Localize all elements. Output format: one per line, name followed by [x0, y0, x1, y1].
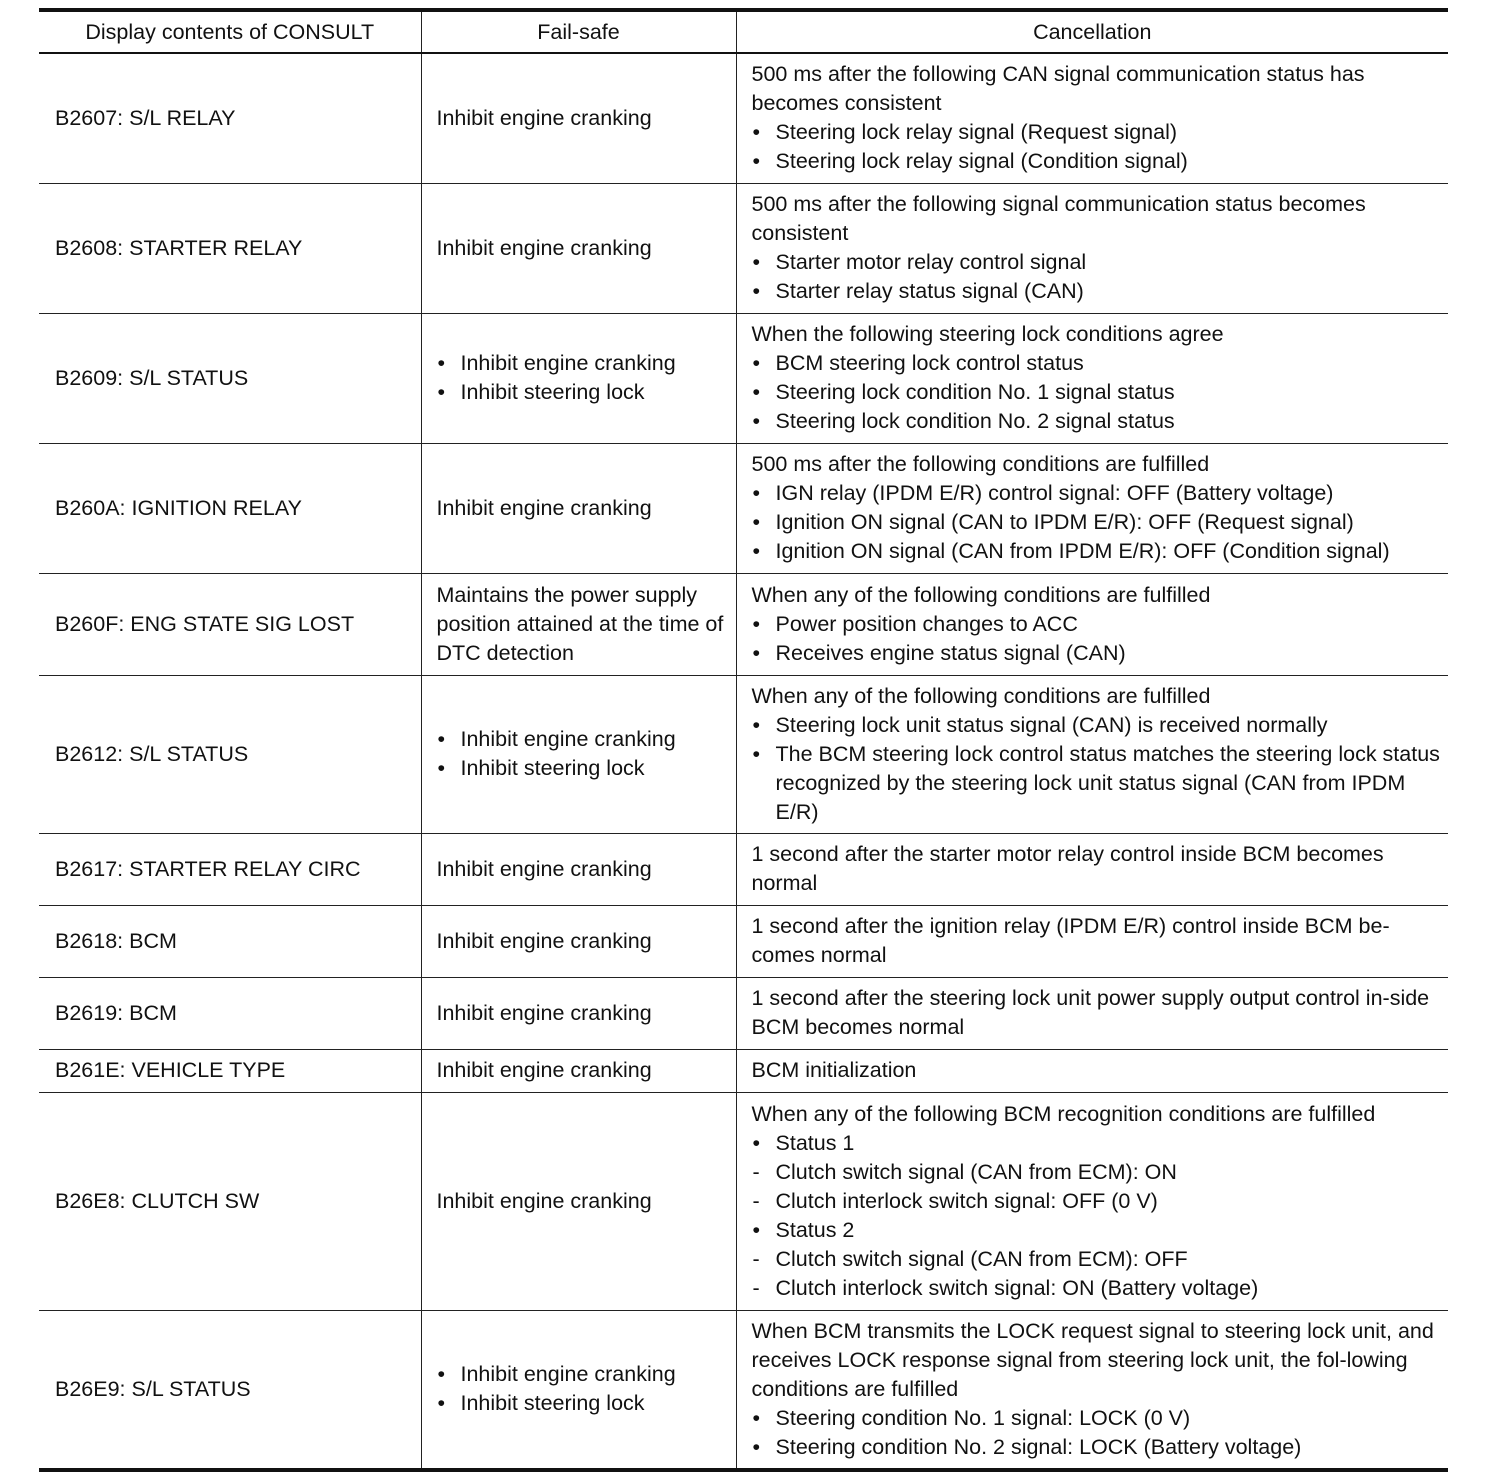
- item-text: IGN relay (IPDM E/R) control signal: OFF (Battery voltage): [775, 481, 1334, 505]
- dtc-display-cell: B261E: VEHICLE TYPE: [39, 1049, 421, 1092]
- item-text: Clutch interlock switch signal: ON (Battery voltage): [775, 1275, 1259, 1300]
- fail-safe-cell: [421, 313, 736, 443]
- item-text: Status 2: [775, 1217, 855, 1242]
- cell-text: Inhibit engine cranking: [436, 1000, 652, 1025]
- bullet-item: [752, 248, 1445, 277]
- bullet-item: [752, 277, 1445, 306]
- item-text: Steering condition No. 1 signal: LOCK (0 V): [775, 1405, 1191, 1430]
- cancellation-cell: [736, 977, 1448, 1049]
- bullet-item: [752, 1216, 1445, 1245]
- header-display-contents: Display contents of CONSULT: [39, 10, 421, 53]
- cell-text: When any of the following BCM recognition conditions are fulfilled: [751, 1101, 1376, 1126]
- dash-mark: -: [752, 1246, 760, 1271]
- item-text: Starter motor relay control signal: [775, 250, 1087, 274]
- item-text: Ignition ON signal (CAN to IPDM E/R): OFF (Request signal): [775, 510, 1354, 534]
- fail-safe-cell: [421, 443, 736, 573]
- item-text: Clutch switch signal (CAN from ECM): OFF: [775, 1246, 1188, 1271]
- bullet-item: [752, 1129, 1445, 1158]
- cell-text: When any of the following conditions are fulfilled: [751, 582, 1211, 607]
- bullet-item: [437, 754, 732, 783]
- table-row: [39, 313, 1448, 443]
- bullet-item: [437, 349, 732, 378]
- item-text: BCM steering lock control status: [775, 351, 1084, 375]
- cell-text: Inhibit engine cranking: [436, 495, 652, 520]
- bullet-mark: •: [752, 1217, 761, 1242]
- bullet-item: [752, 349, 1445, 378]
- bullet-mark: •: [752, 250, 761, 274]
- cell-text: 500 ms after the following CAN signal communication status has becomes consistent: [751, 62, 1365, 116]
- dtc-display-cell: B2617: STARTER RELAY CIRC: [39, 833, 421, 905]
- table-row: [39, 443, 1448, 573]
- bullet-mark: •: [437, 351, 446, 375]
- bullet-item: [752, 639, 1445, 668]
- item-text: Inhibit steering lock: [460, 1391, 645, 1416]
- fail-safe-cell: [421, 183, 736, 313]
- dash-mark: -: [752, 1188, 760, 1213]
- cancellation-cell: [736, 313, 1448, 443]
- bullet-mark: •: [752, 409, 761, 433]
- dtc-display-cell: B26E8: CLUTCH SW: [39, 1092, 421, 1310]
- bullet-mark: •: [437, 1362, 446, 1387]
- dtc-display-cell: B2607: S/L RELAY: [39, 53, 421, 183]
- table-row: [39, 1049, 1448, 1092]
- cell-text: When BCM transmits the LOCK request signal to steering lock unit, and receives LOCK response signal from steering lock unit, the fol-lowing conditions are fulfilled: [751, 1318, 1434, 1401]
- dash-item: [752, 1245, 1445, 1274]
- item-text: Steering lock condition No. 1 signal status: [775, 380, 1175, 404]
- bullet-mark: •: [752, 510, 761, 534]
- item-text: Power position changes to ACC: [775, 611, 1078, 636]
- cell-text: BCM initialization: [751, 1058, 917, 1082]
- cancellation-cell: [736, 905, 1448, 977]
- bullet-item: [752, 711, 1445, 740]
- cancellation-cell: [736, 1092, 1448, 1310]
- dtc-display-cell: B2619: BCM: [39, 977, 421, 1049]
- bullet-mark: •: [437, 756, 446, 780]
- bullet-item: [752, 118, 1445, 147]
- item-text: Inhibit steering lock: [460, 756, 645, 780]
- cancellation-cell: [736, 183, 1448, 313]
- fail-safe-cell: [421, 675, 736, 833]
- bullet-mark: •: [752, 120, 761, 145]
- table-row: [39, 977, 1448, 1049]
- item-text: Steering condition No. 2 signal: LOCK (Battery voltage): [775, 1434, 1302, 1459]
- dash-item: [752, 1187, 1445, 1216]
- dtc-display-cell: B260F: ENG STATE SIG LOST: [39, 573, 421, 675]
- cell-text: Inhibit engine cranking: [436, 235, 652, 260]
- dtc-failsafe-table: [39, 8, 1448, 1472]
- cell-text: 1 second after the starter motor relay control inside BCM becomes normal: [751, 842, 1384, 895]
- bullet-mark: •: [752, 1434, 761, 1459]
- dash-mark: -: [752, 1159, 760, 1184]
- bullet-mark: •: [752, 611, 761, 636]
- cancellation-cell: [736, 443, 1448, 573]
- bullet-item: [752, 537, 1445, 566]
- header-cancellation: Cancellation: [736, 10, 1448, 53]
- table-row: [39, 1092, 1448, 1310]
- cancellation-cell: [736, 53, 1448, 183]
- cancellation-cell: [736, 1310, 1448, 1470]
- cell-text: 1 second after the steering lock unit power supply output control in-side BCM becomes normal: [751, 986, 1430, 1039]
- table-row: [39, 53, 1448, 183]
- bullet-item: [752, 147, 1445, 176]
- bullet-item: [752, 378, 1445, 407]
- table-row: [39, 675, 1448, 833]
- table-row: [39, 573, 1448, 675]
- bullet-mark: •: [437, 380, 446, 404]
- fail-safe-cell: [421, 53, 736, 183]
- bullet-mark: •: [752, 149, 761, 174]
- item-text: Steering lock condition No. 2 signal status: [775, 409, 1175, 433]
- bullet-mark: •: [752, 741, 761, 766]
- cell-text: 500 ms after the following conditions are fulfilled: [751, 452, 1210, 476]
- dtc-display-cell: B260A: IGNITION RELAY: [39, 443, 421, 573]
- bullet-item: [437, 1360, 732, 1389]
- bullet-item: [752, 740, 1445, 827]
- bullet-item: [752, 407, 1445, 436]
- item-text: Steering lock unit status signal (CAN) is received normally: [775, 712, 1328, 737]
- bullet-item: [752, 1404, 1445, 1433]
- bullet-mark: •: [437, 1391, 446, 1416]
- cell-text: When any of the following conditions are fulfilled: [751, 683, 1211, 708]
- bullet-item: [752, 479, 1445, 508]
- table-row: [39, 183, 1448, 313]
- cell-text: 500 ms after the following signal communication status becomes consistent: [751, 192, 1366, 245]
- cell-text: Inhibit engine cranking: [436, 105, 652, 130]
- dtc-display-cell: B2608: STARTER RELAY: [39, 183, 421, 313]
- table-row: [39, 833, 1448, 905]
- cancellation-cell: [736, 1049, 1448, 1092]
- fail-safe-cell: [421, 1092, 736, 1310]
- table-row: [39, 905, 1448, 977]
- dtc-display-cell: B26E9: S/L STATUS: [39, 1310, 421, 1470]
- bullet-item: [437, 1389, 732, 1418]
- item-text: Clutch switch signal (CAN from ECM): ON: [775, 1159, 1177, 1184]
- item-text: Inhibit engine cranking: [460, 351, 676, 375]
- bullet-mark: •: [752, 539, 761, 563]
- cancellation-cell: [736, 833, 1448, 905]
- bullet-mark: •: [752, 1130, 761, 1155]
- dash-mark: -: [752, 1275, 760, 1300]
- item-text: Status 1: [775, 1130, 855, 1155]
- item-text: Clutch interlock switch signal: OFF (0 V): [775, 1188, 1158, 1213]
- item-text: Inhibit steering lock: [460, 380, 645, 404]
- bullet-mark: •: [752, 279, 761, 303]
- item-text: Ignition ON signal (CAN from IPDM E/R): OFF (Condition signal): [775, 539, 1390, 563]
- bullet-mark: •: [752, 1405, 761, 1430]
- cell-text: Inhibit engine cranking: [436, 1188, 652, 1213]
- cancellation-cell: [736, 573, 1448, 675]
- fail-safe-cell: [421, 905, 736, 977]
- fail-safe-cell: [421, 1049, 736, 1092]
- item-text: Receives engine status signal (CAN): [775, 640, 1126, 665]
- dtc-display-cell: B2612: S/L STATUS: [39, 675, 421, 833]
- header-row: [39, 10, 1448, 53]
- bullet-mark: •: [752, 712, 761, 737]
- dtc-display-cell: B2618: BCM: [39, 905, 421, 977]
- item-text: Starter relay status signal (CAN): [775, 279, 1084, 303]
- bullet-mark: •: [752, 640, 761, 665]
- fail-safe-cell: [421, 977, 736, 1049]
- table-row: [39, 1310, 1448, 1470]
- bullet-item: [752, 610, 1445, 639]
- fail-safe-cell: [421, 833, 736, 905]
- item-text: Inhibit engine cranking: [460, 727, 676, 751]
- cell-text: 1 second after the ignition relay (IPDM E/R) control inside BCM be-comes normal: [751, 914, 1390, 967]
- item-text: The BCM steering lock control status matches the steering lock status recognized by the steering lock unit status signal (CAN from IPDM E/R): [775, 741, 1440, 824]
- dash-item: [752, 1158, 1445, 1187]
- bullet-mark: •: [752, 351, 761, 375]
- cell-text: When the following steering lock conditions agree: [751, 322, 1224, 346]
- item-text: Steering lock relay signal (Request signal): [775, 120, 1178, 145]
- item-text: Steering lock relay signal (Condition signal): [775, 149, 1188, 174]
- fail-safe-cell: [421, 573, 736, 675]
- cancellation-cell: [736, 675, 1448, 833]
- cell-text: Maintains the power supply position attained at the time of DTC detection: [436, 582, 724, 665]
- header-fail-safe: Fail-safe: [421, 10, 736, 53]
- bullet-mark: •: [437, 727, 446, 751]
- dash-item: [752, 1274, 1445, 1303]
- bullet-item: [437, 378, 732, 407]
- bullet-item: [752, 1433, 1445, 1462]
- cell-text: Inhibit engine cranking: [436, 928, 652, 953]
- bullet-mark: •: [752, 481, 761, 505]
- item-text: Inhibit engine cranking: [460, 1362, 676, 1387]
- cell-text: Inhibit engine cranking: [436, 856, 652, 881]
- bullet-item: [437, 725, 732, 754]
- bullet-mark: •: [752, 380, 761, 404]
- fail-safe-cell: [421, 1310, 736, 1470]
- dtc-display-cell: B2609: S/L STATUS: [39, 313, 421, 443]
- bullet-item: [752, 508, 1445, 537]
- cell-text: Inhibit engine cranking: [436, 1058, 652, 1082]
